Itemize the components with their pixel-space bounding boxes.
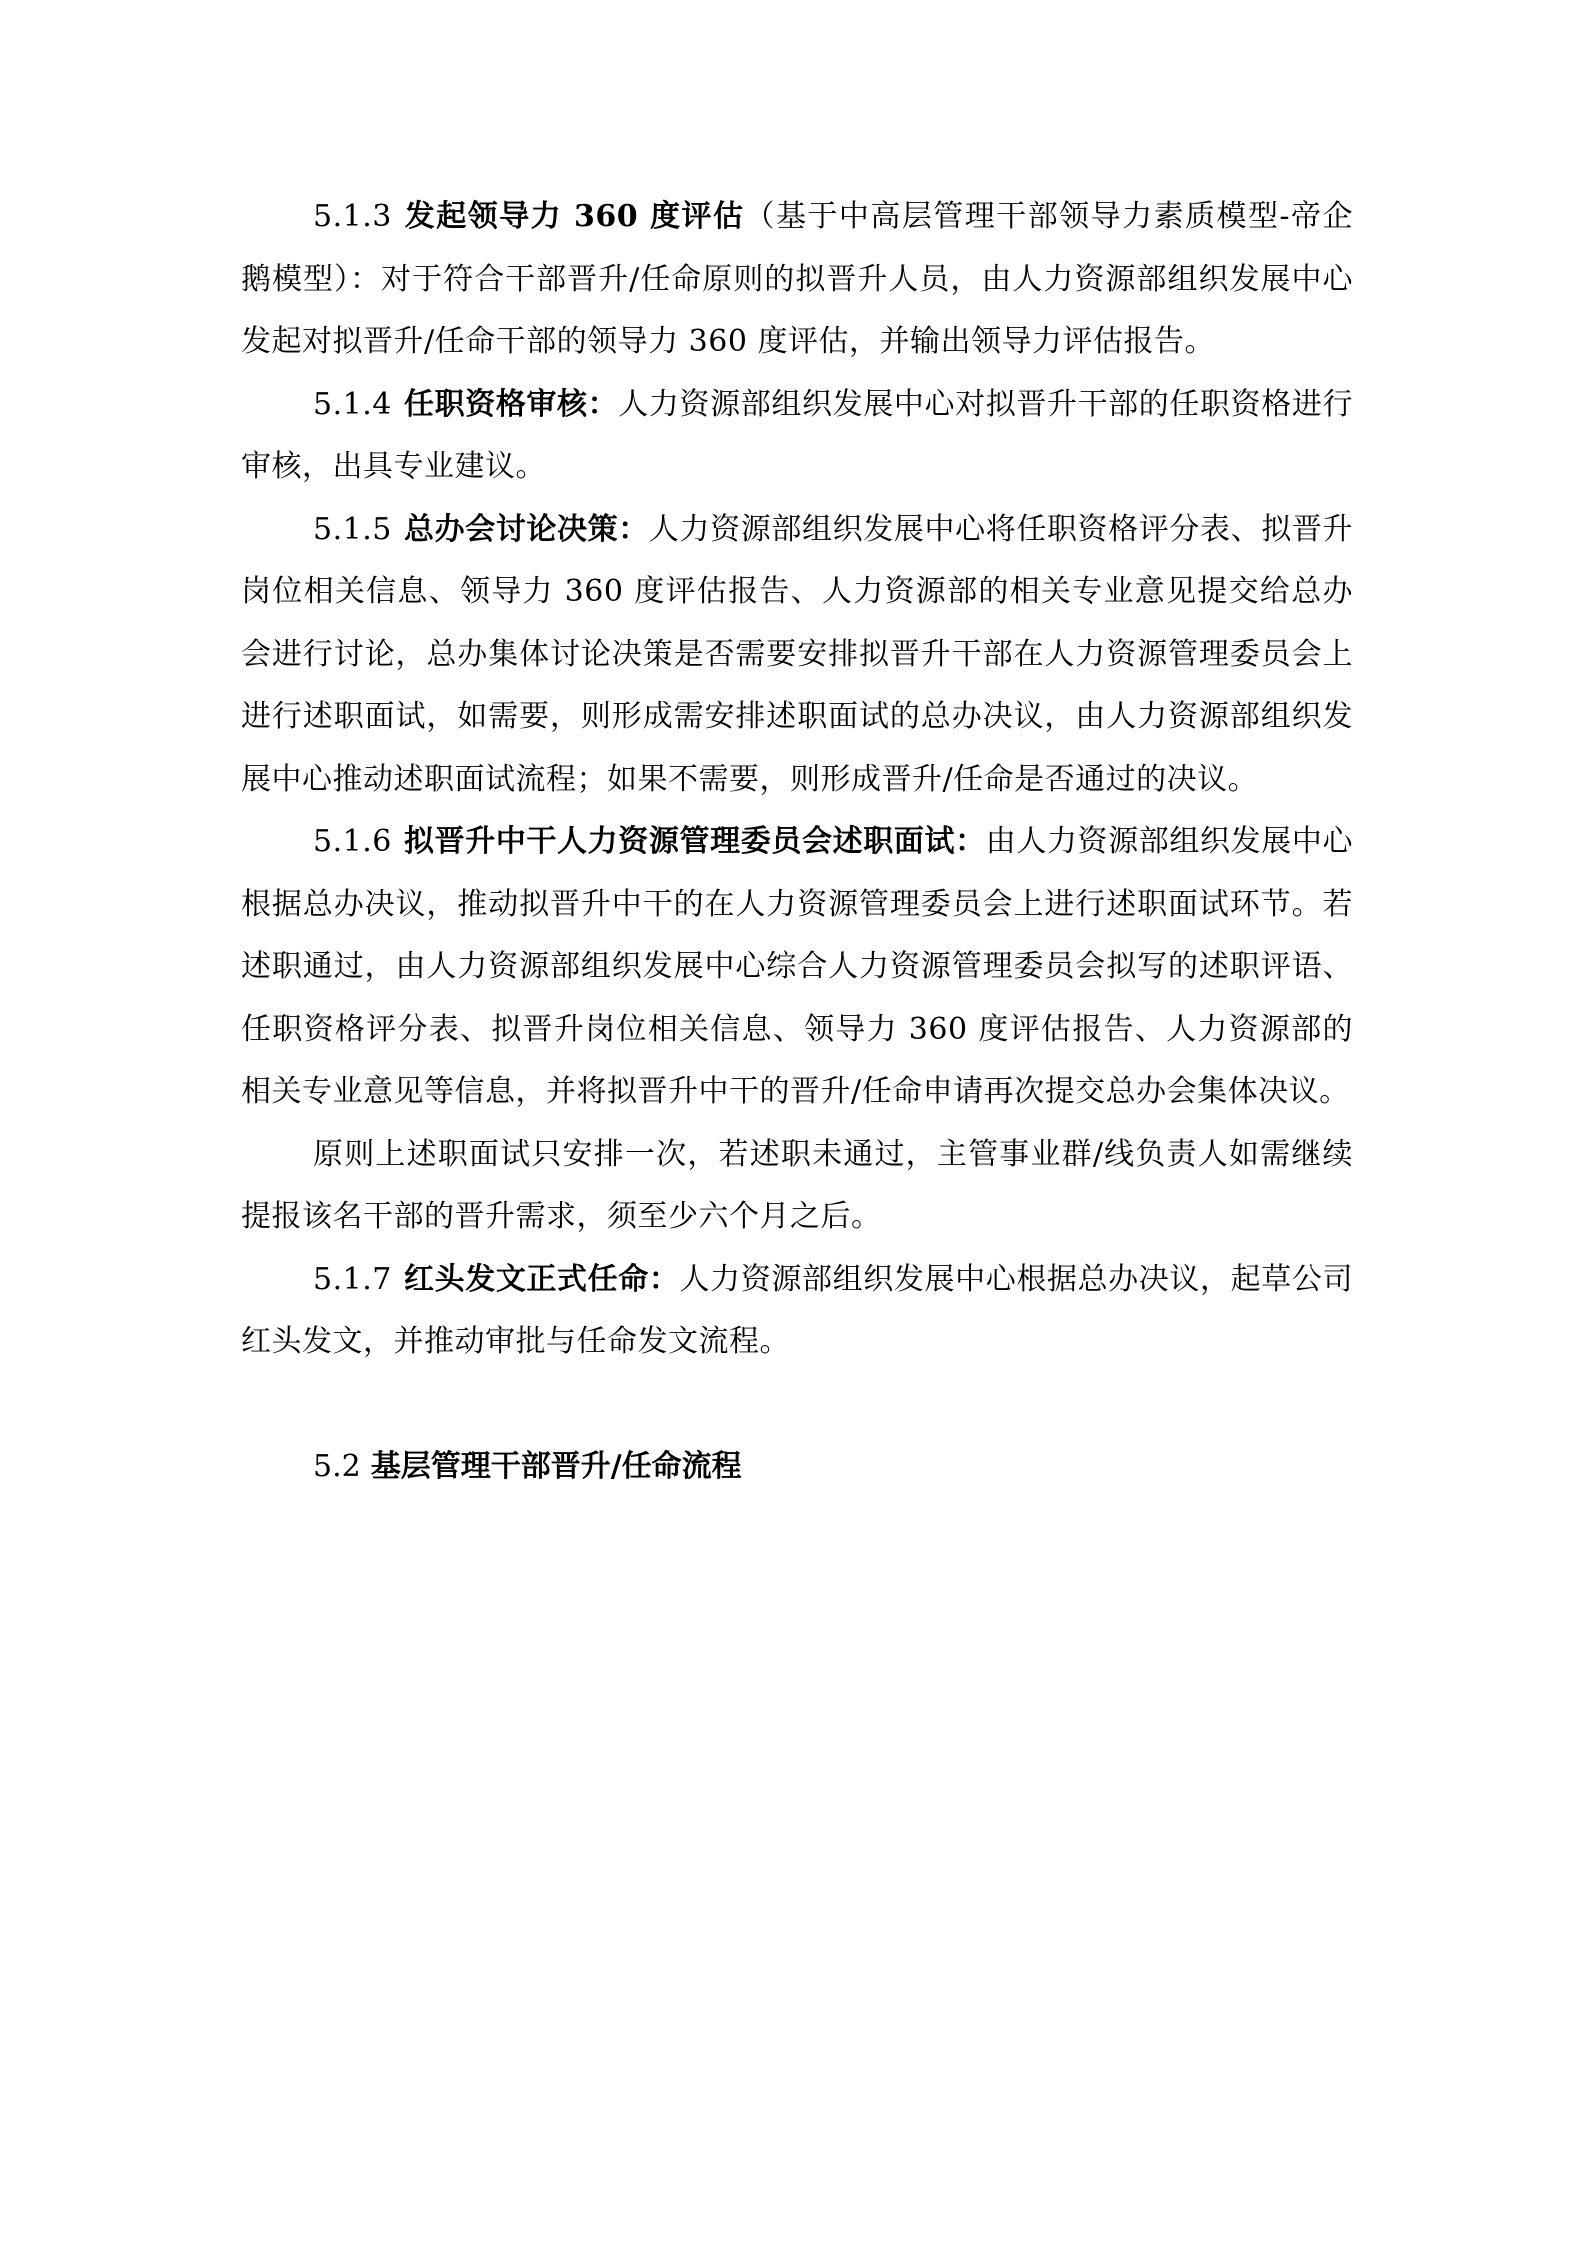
paragraph-5-1-5 (241, 499, 1353, 812)
section-spacer (241, 1374, 1353, 1436)
paragraph-lead: 任职资格审核： (403, 386, 619, 422)
paragraph-body: （基于中高层管理干部领导力素质模型-帝企鹅模型）：对于符合干部晋升/任命原则的拟晋升人员，由人力资源部组织发展中心发起对拟晋升/任命干部的领导力 360 度评估，并输出领导力评估报告。 (241, 199, 1354, 359)
paragraph-body: 人力资源部组织发展中心将任职资格评分表、拟晋升岗位相关信息、领导力 360 度评估报告、人力资源部的相关专业意见提交给总办会进行讨论，总办集体讨论决策是否需要安排拟晋升干部在人力资源管理委员会上进行述职面试，如需要，则形成需安排述职面试的总办决议，由人力资源部组织发展中心推动述职面试流程；如果不需要，则形成晋升/任命是否通过的决议。 (241, 511, 1354, 797)
paragraph-number: 5.1.6 (313, 824, 392, 859)
paragraph-interview-rule (241, 1124, 1353, 1249)
paragraph-5-1-3 (241, 186, 1353, 374)
section-title: 基层管理干部晋升/任命流程 (370, 1448, 742, 1484)
paragraph-number: 5.1.7 (313, 1261, 392, 1297)
paragraph-lead: 总办会讨论决策： (403, 511, 649, 547)
paragraph-lead: 红头发文正式任命： (403, 1261, 680, 1297)
section-heading-5-2 (241, 1436, 1353, 1499)
document-page (241, 186, 1353, 1498)
paragraph-lead: 拟晋升中干人力资源管理委员会述职面试： (403, 824, 986, 859)
paragraph-5-1-7 (241, 1249, 1353, 1374)
paragraph-body: 人力资源部组织发展中心对拟晋升干部的任职资格进行审核，出具专业建议。 (241, 386, 1354, 484)
paragraph-number: 5.1.4 (313, 386, 392, 422)
paragraph-lead: 发起领导力 360 度评估 (403, 199, 745, 234)
paragraph-body: 由人力资源部组织发展中心根据总办决议，推动拟晋升中干的在人力资源管理委员会上进行述职面试环节。若述职通过，由人力资源部组织发展中心综合人力资源管理委员会拟写的述职评语、任职资格评分表、拟晋升岗位相关信息、领导力 360 度评估报告、人力资源部的相关专业意见等信息，并将拟晋升中干的晋升/任命申请再次提交总办会集体决议。 (241, 824, 1354, 1109)
paragraph-number: 5.1.3 (313, 199, 392, 234)
section-number: 5.2 (313, 1448, 361, 1484)
paragraph-5-1-6 (241, 811, 1353, 1124)
paragraph-5-1-4 (241, 374, 1353, 499)
paragraph-body: 人力资源部组织发展中心根据总办决议，起草公司红头发文，并推动审批与任命发文流程。 (241, 1261, 1354, 1359)
paragraph-number: 5.1.5 (313, 511, 392, 547)
paragraph-body: 原则上述职面试只安排一次，若述职未通过，主管事业群/线负责人如需继续提报该名干部的晋升需求，须至少六个月之后。 (241, 1136, 1353, 1234)
